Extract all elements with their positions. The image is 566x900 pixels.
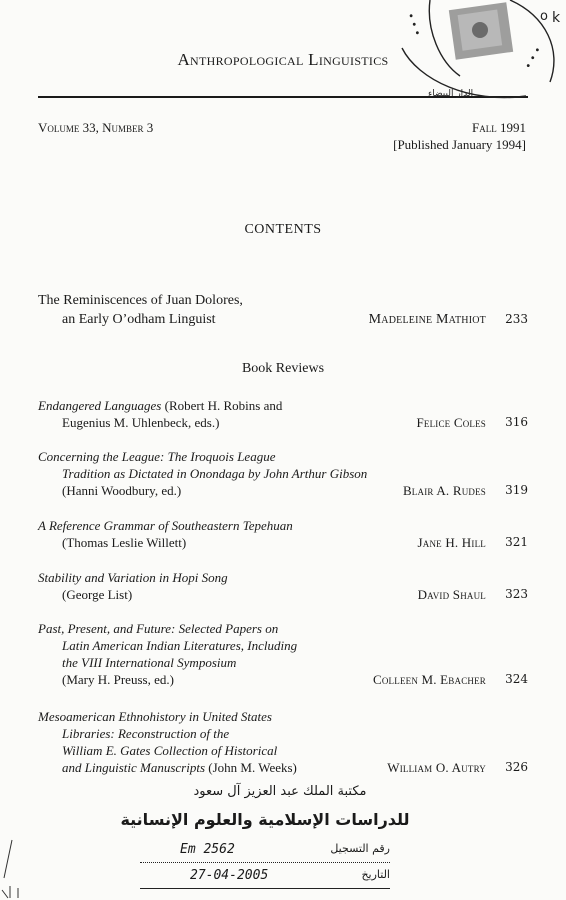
volume-number: Volume 33, Number 3 [38,120,154,135]
review-page: 316 [505,415,528,429]
reviewer-name: Blair A. Rudes [402,483,486,498]
article-title-line2-row [38,310,528,329]
svg-text:o: o [540,9,548,24]
date-row [140,868,390,889]
article-title-line2: an Early O’odham Linguist [62,312,216,327]
review-line [38,482,528,499]
review-entry [38,397,528,431]
review-editors: (Robert H. Robins and [161,398,283,413]
registration-number: Em 2562 [180,842,235,857]
reviewer-name: Colleen M. Ebacher [372,672,486,687]
registration-date: 27-04-2005 [190,868,269,883]
book-reviews-heading: Book Reviews [241,361,325,376]
reviewer-name: Jane H. Hill [417,535,486,550]
review-line [38,397,528,414]
review-editors: (John M. Weeks) [205,760,297,775]
review-editors: (George List) [62,587,133,602]
review-page: 321 [505,535,528,549]
review-title: Endangered Languages [38,398,162,413]
review-editors: (Thomas Leslie Willett) [62,535,187,550]
reviewer-name: Felice Coles [416,415,486,430]
library-subtitle-line: للدراسات الإسلامية والعلوم الإنسانية [120,810,410,829]
issue-season: Fall 1991 [472,120,526,135]
review-title: Stability and Variation in Hopi Song [38,570,228,585]
review-title: Mesoamerican Ethnohistory in United States [38,709,272,724]
svg-text:• • •: • • • [403,11,423,38]
review-entry [38,448,528,499]
article-entry [38,291,528,329]
review-entry [38,708,528,776]
reviewer-name: David Shaul [417,587,486,602]
review-entry [38,569,528,603]
review-line [38,759,528,776]
review-line [38,586,528,603]
article-title-line1: The Reminiscences of Juan Dolores, [38,293,243,308]
stamp-text: الدار البيضاء [428,89,474,99]
review-page: 323 [505,587,528,601]
library-registration-stamp [120,784,420,900]
review-title: Tradition as Dictated in Onondaga by John Arthur Gibson [62,466,368,481]
library-stamp-seal [400,0,566,110]
review-page: 326 [505,760,528,774]
review-title: Past, Present, and Future: Selected Papers on [38,621,279,636]
margin-pen-marks [0,838,40,900]
review-editors: (Mary H. Preuss, ed.) [62,672,174,687]
svg-text:• • •: • • • [523,45,545,72]
review-title: A Reference Grammar of Southeastern Tepehuan [38,518,293,533]
registration-label: رقم التسجيل [330,842,390,855]
review-page: 319 [505,483,528,497]
review-line [38,414,528,431]
date-label: التاريخ [361,868,390,881]
contents-heading: CONTENTS [244,222,322,237]
review-title: Libraries: Reconstruction of the [62,726,230,741]
review-title: the VIII International Symposium [62,655,237,670]
library-name-line: مكتبة الملك عبد العزيز آل سعود [193,784,367,799]
registration-row [140,842,390,863]
review-title: William E. Gates Collection of Historical [62,743,278,758]
svg-text:k: k [552,10,561,26]
review-line [38,534,528,551]
review-entry [38,517,528,551]
review-title: Latin American Indian Literatures, Including [62,638,298,653]
review-title: Concerning the League: The Iroquois League [38,449,276,464]
review-title: and Linguistic Manuscripts [62,760,206,775]
review-entry [38,620,528,688]
article-page: 233 [505,312,528,326]
reviewer-name: William O. Autry [387,760,486,775]
article-author: Madeleine Mathiot [368,312,486,327]
review-editors: Eugenius M. Uhlenbeck, eds.) [62,415,220,430]
review-page: 324 [505,672,528,686]
journal-title: Anthropological Linguistics [177,50,389,69]
review-line [38,671,528,688]
published-date: [Published January 1994] [393,137,526,152]
review-editors: (Hanni Woodbury, ed.) [62,483,182,498]
